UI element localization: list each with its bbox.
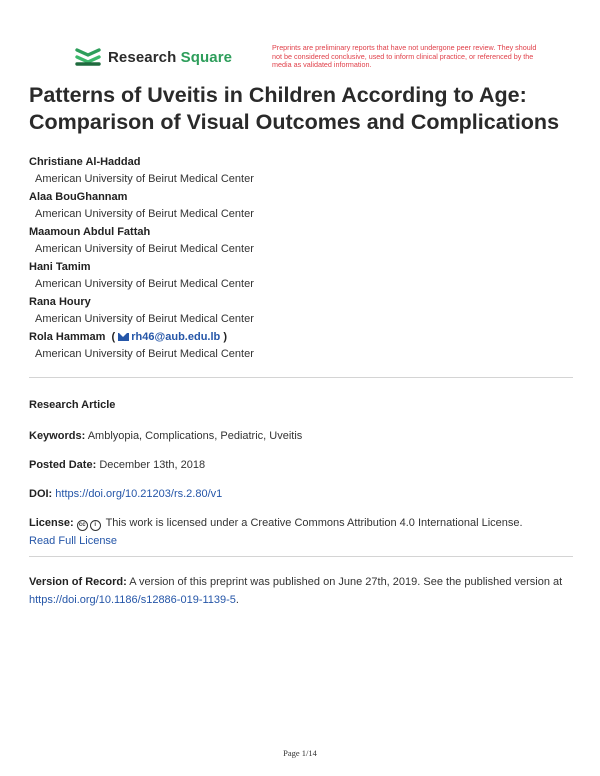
author-email-link[interactable]: rh46@aub.edu.lb [118, 331, 220, 343]
logo-wordmark: Research Square [108, 48, 233, 66]
author-entry [29, 154, 569, 188]
author-entry [29, 224, 569, 258]
article-type: Research Article [29, 399, 116, 411]
corresponding-author-entry [29, 329, 569, 363]
envelope-icon [118, 333, 129, 341]
author-name: Rana Houry [29, 296, 91, 308]
author-name: Maamoun Abdul Fattah [29, 226, 151, 238]
author-affiliation: American University of Beirut Medical Center [35, 313, 254, 325]
keywords-line: Keywords: Amblyopia, Complications, Pediatric, Uveitis [29, 430, 303, 442]
author-entry [29, 259, 569, 293]
author-name: Christiane Al-Haddad [29, 156, 141, 168]
preprint-notice: Preprints are preliminary reports that have not undergone peer review. They should not be considered conclusive, used to inform clinical practice, or referenced by the media as validated information. [272, 43, 537, 70]
by-icon: i [90, 520, 101, 531]
author-entry [29, 189, 569, 223]
author-affiliation: American University of Beirut Medical Center [35, 348, 254, 360]
version-of-record: Version of Record: A version of this preprint was published on June 27th, 2019. See the published version at https://doi.org/10.1186/s12886-019-1139-5. [29, 576, 563, 606]
author-affiliation: American University of Beirut Medical Center [35, 278, 254, 290]
author-affiliation: American University of Beirut Medical Center [35, 243, 254, 255]
cc-icon: cc [77, 520, 88, 531]
author-affiliation: American University of Beirut Medical Center [35, 208, 254, 220]
research-square-logo-icon [75, 46, 101, 68]
author-name: Hani Tamim [29, 261, 91, 273]
corresponding-author-name: Rola Hammam ( rh46@aub.edu.lb ) [29, 331, 227, 343]
author-affiliation: American University of Beirut Medical Center [35, 173, 254, 185]
divider [29, 556, 573, 557]
research-square-logo[interactable] [75, 46, 232, 68]
posted-date-line: Posted Date: December 13th, 2018 [29, 459, 206, 471]
license-block: License: cc i This work is licensed under a Creative Commons Attribution 4.0 International License. Read Full License [29, 517, 523, 547]
divider [29, 377, 573, 378]
author-name: Alaa BouGhannam [29, 191, 128, 203]
published-version-link[interactable]: https://doi.org/10.1186/s12886-019-1139-5 [29, 594, 236, 606]
author-list [29, 154, 569, 364]
author-entry [29, 294, 569, 328]
paper-title: Patterns of Uveitis in Children According to Age: Comparison of Visual Outcomes and Complications [29, 83, 560, 134]
doi-link[interactable]: https://doi.org/10.21203/rs.2.80/v1 [55, 488, 223, 500]
doi-line: DOI: https://doi.org/10.21203/rs.2.80/v1 [29, 488, 223, 500]
page-number: Page 1/14 [283, 748, 317, 758]
read-full-license-link[interactable]: Read Full License [29, 535, 118, 547]
